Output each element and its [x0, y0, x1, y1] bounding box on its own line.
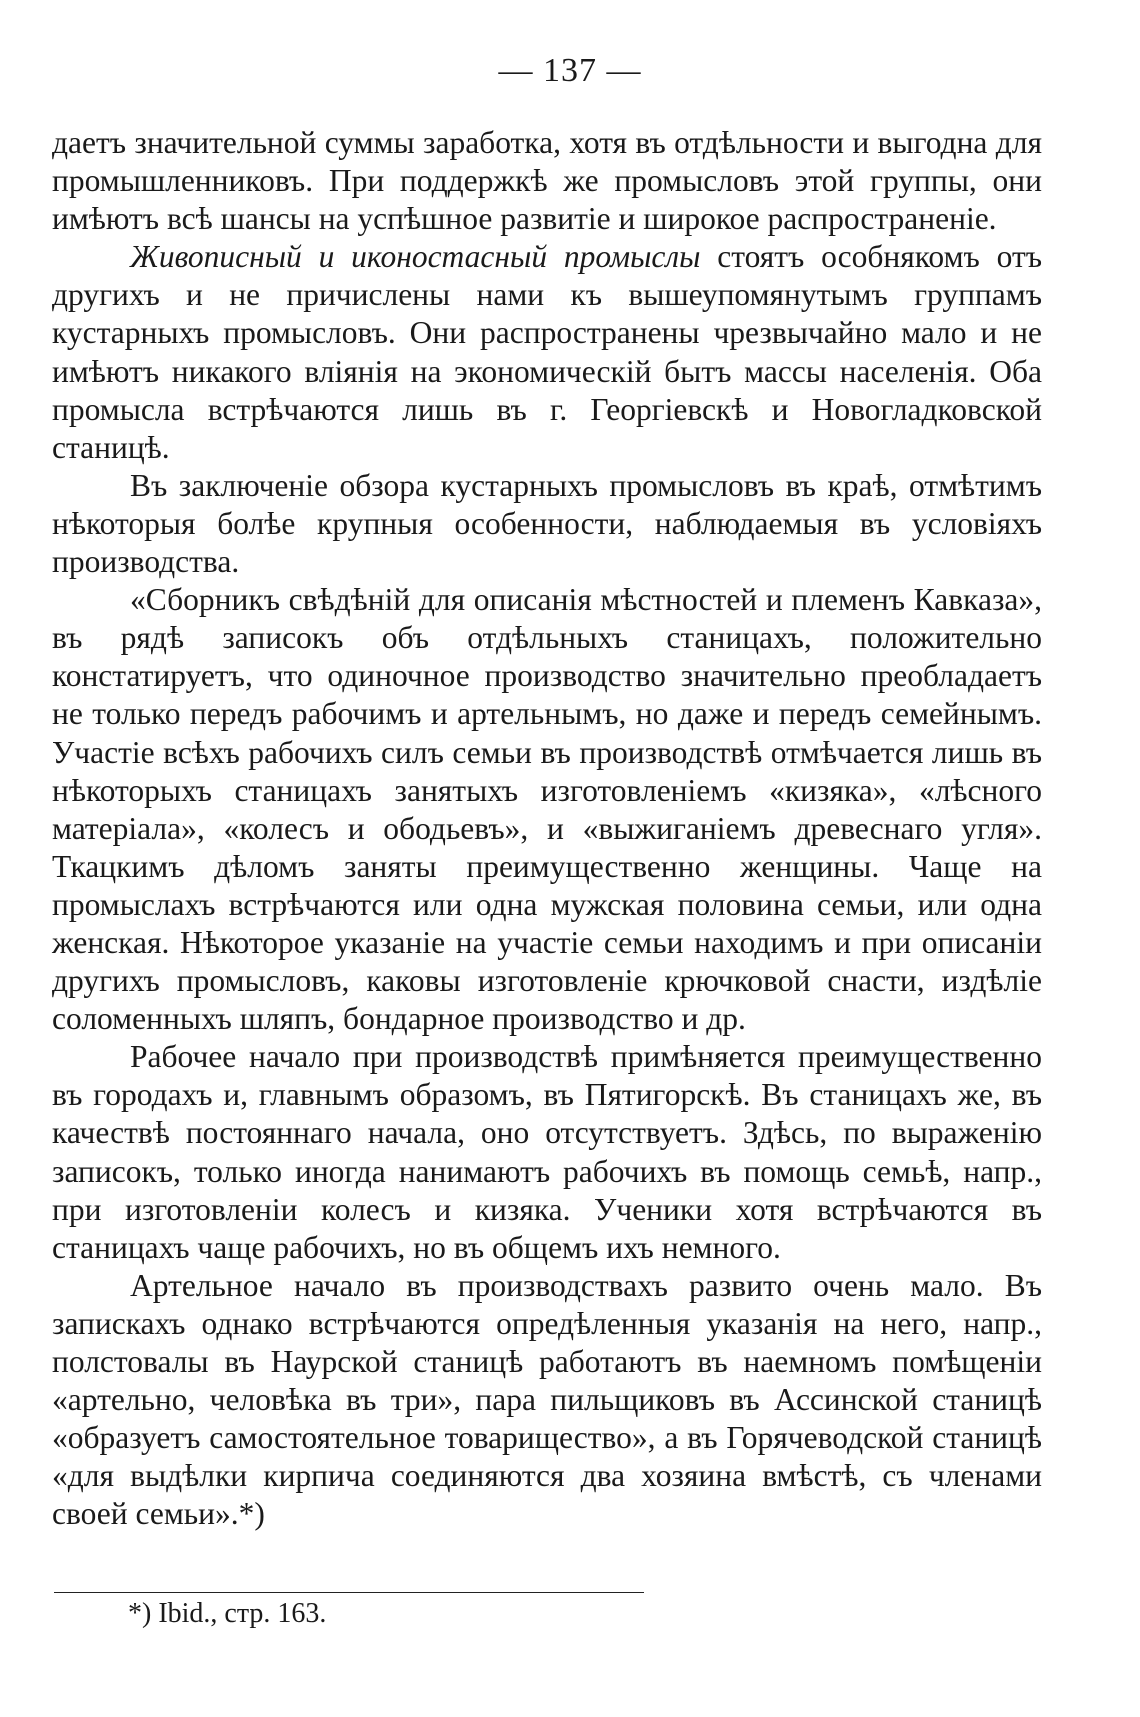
paragraph-conclusion: Въ заключеніе обзора кустарныхъ промысловъ въ краѣ, отмѣтимъ нѣкоторыя болѣе крупныя особенности, наблюдаемыя въ условіяхъ производства. — [52, 467, 1042, 580]
paragraph-painting-text: стоятъ особнякомъ отъ другихъ и не причислены нами къ вышеупомянутымъ группамъ кустарныхъ промысловъ. Они распространены чрезвычайно мало и не имѣютъ никакого вліянія на экономическій бытъ массы населенія. Оба промысла встрѣчаются лишь въ г. Георгіевскѣ и Новогладковской станицѣ. — [52, 239, 1042, 465]
paragraph-painting-trades — [52, 238, 1042, 467]
footnote-divider — [54, 1592, 644, 1593]
body-text — [52, 124, 1042, 1533]
paragraph-hired-labour: Рабочее начало при производствѣ примѣняется преимущественно въ городахъ и, главнымъ образомъ, въ Пятигорскѣ. Въ станицахъ же, въ качествѣ постояннаго начала, оно отсутствуетъ. Здѣсь, по выраженію записокъ, только иногда нанимаютъ рабочихъ въ помощь семьѣ, напр., при изготовленіи колесъ и кизяка. Ученики хотя встрѣчаются въ станицахъ чаще рабочихъ, но въ общемъ ихъ немного. — [52, 1039, 1042, 1265]
footnote: *) Ibid., стр. 163. — [128, 1598, 327, 1629]
page-number: — 137 — — [498, 52, 642, 89]
italic-lead: Живописный и иконостасный промыслы — [130, 239, 701, 275]
paragraph-artel: Артельное начало въ производствахъ развито очень мало. Въ запискахъ однако встрѣчаются опредѣленныя указанія на него, напр., полстовалы въ Наурской станицѣ работаютъ въ наемномъ помѣщеніи «артельно, человѣка въ три», пара пильщиковъ въ Ассинской станицѣ «образуетъ самостоятельное товарищество», а въ Горячеводской станицѣ «для выдѣлки кирпича соединяются два хозяина вмѣстѣ, съ членами своей семьи».*) — [52, 1267, 1042, 1532]
paragraph-collection: «Сборникъ свѣдѣній для описанія мѣстностей и племенъ Кавказа», въ рядѣ записокъ объ отдѣльныхъ станицахъ, положительно констатируетъ, что одиночное производство значительно преобладаетъ не только передъ рабочимъ и артельнымъ, но даже и передъ семейнымъ. Участіе всѣхъ рабочихъ силъ семьи въ производствѣ отмѣчается лишь въ нѣкоторыхъ станицахъ занятыхъ изготовленіемъ «кизяка», «лѣсного матеріала», «колесъ и ободьевъ», и «выжиганіемъ древеснаго угля». Ткацкимъ дѣломъ заняты преимущественно женщины. Чаще на промыслахъ встрѣчаются или одна мужская половина семьи, или одна женская. Нѣкоторое указаніе на участіе семьи находимъ и при описаніи другихъ промысловъ, каковы изготовленіе крючковой снасти, издѣліе соломенныхъ шляпъ, бондарное производство и др. — [52, 582, 1042, 1037]
paragraph-continuation: даетъ значительной суммы заработка, хотя въ отдѣльности и выгодна для промышленниковъ. При поддержкѣ же промысловъ этой группы, они имѣютъ всѣ шансы на успѣшное развитіе и широкое распространеніе. — [52, 125, 1042, 237]
